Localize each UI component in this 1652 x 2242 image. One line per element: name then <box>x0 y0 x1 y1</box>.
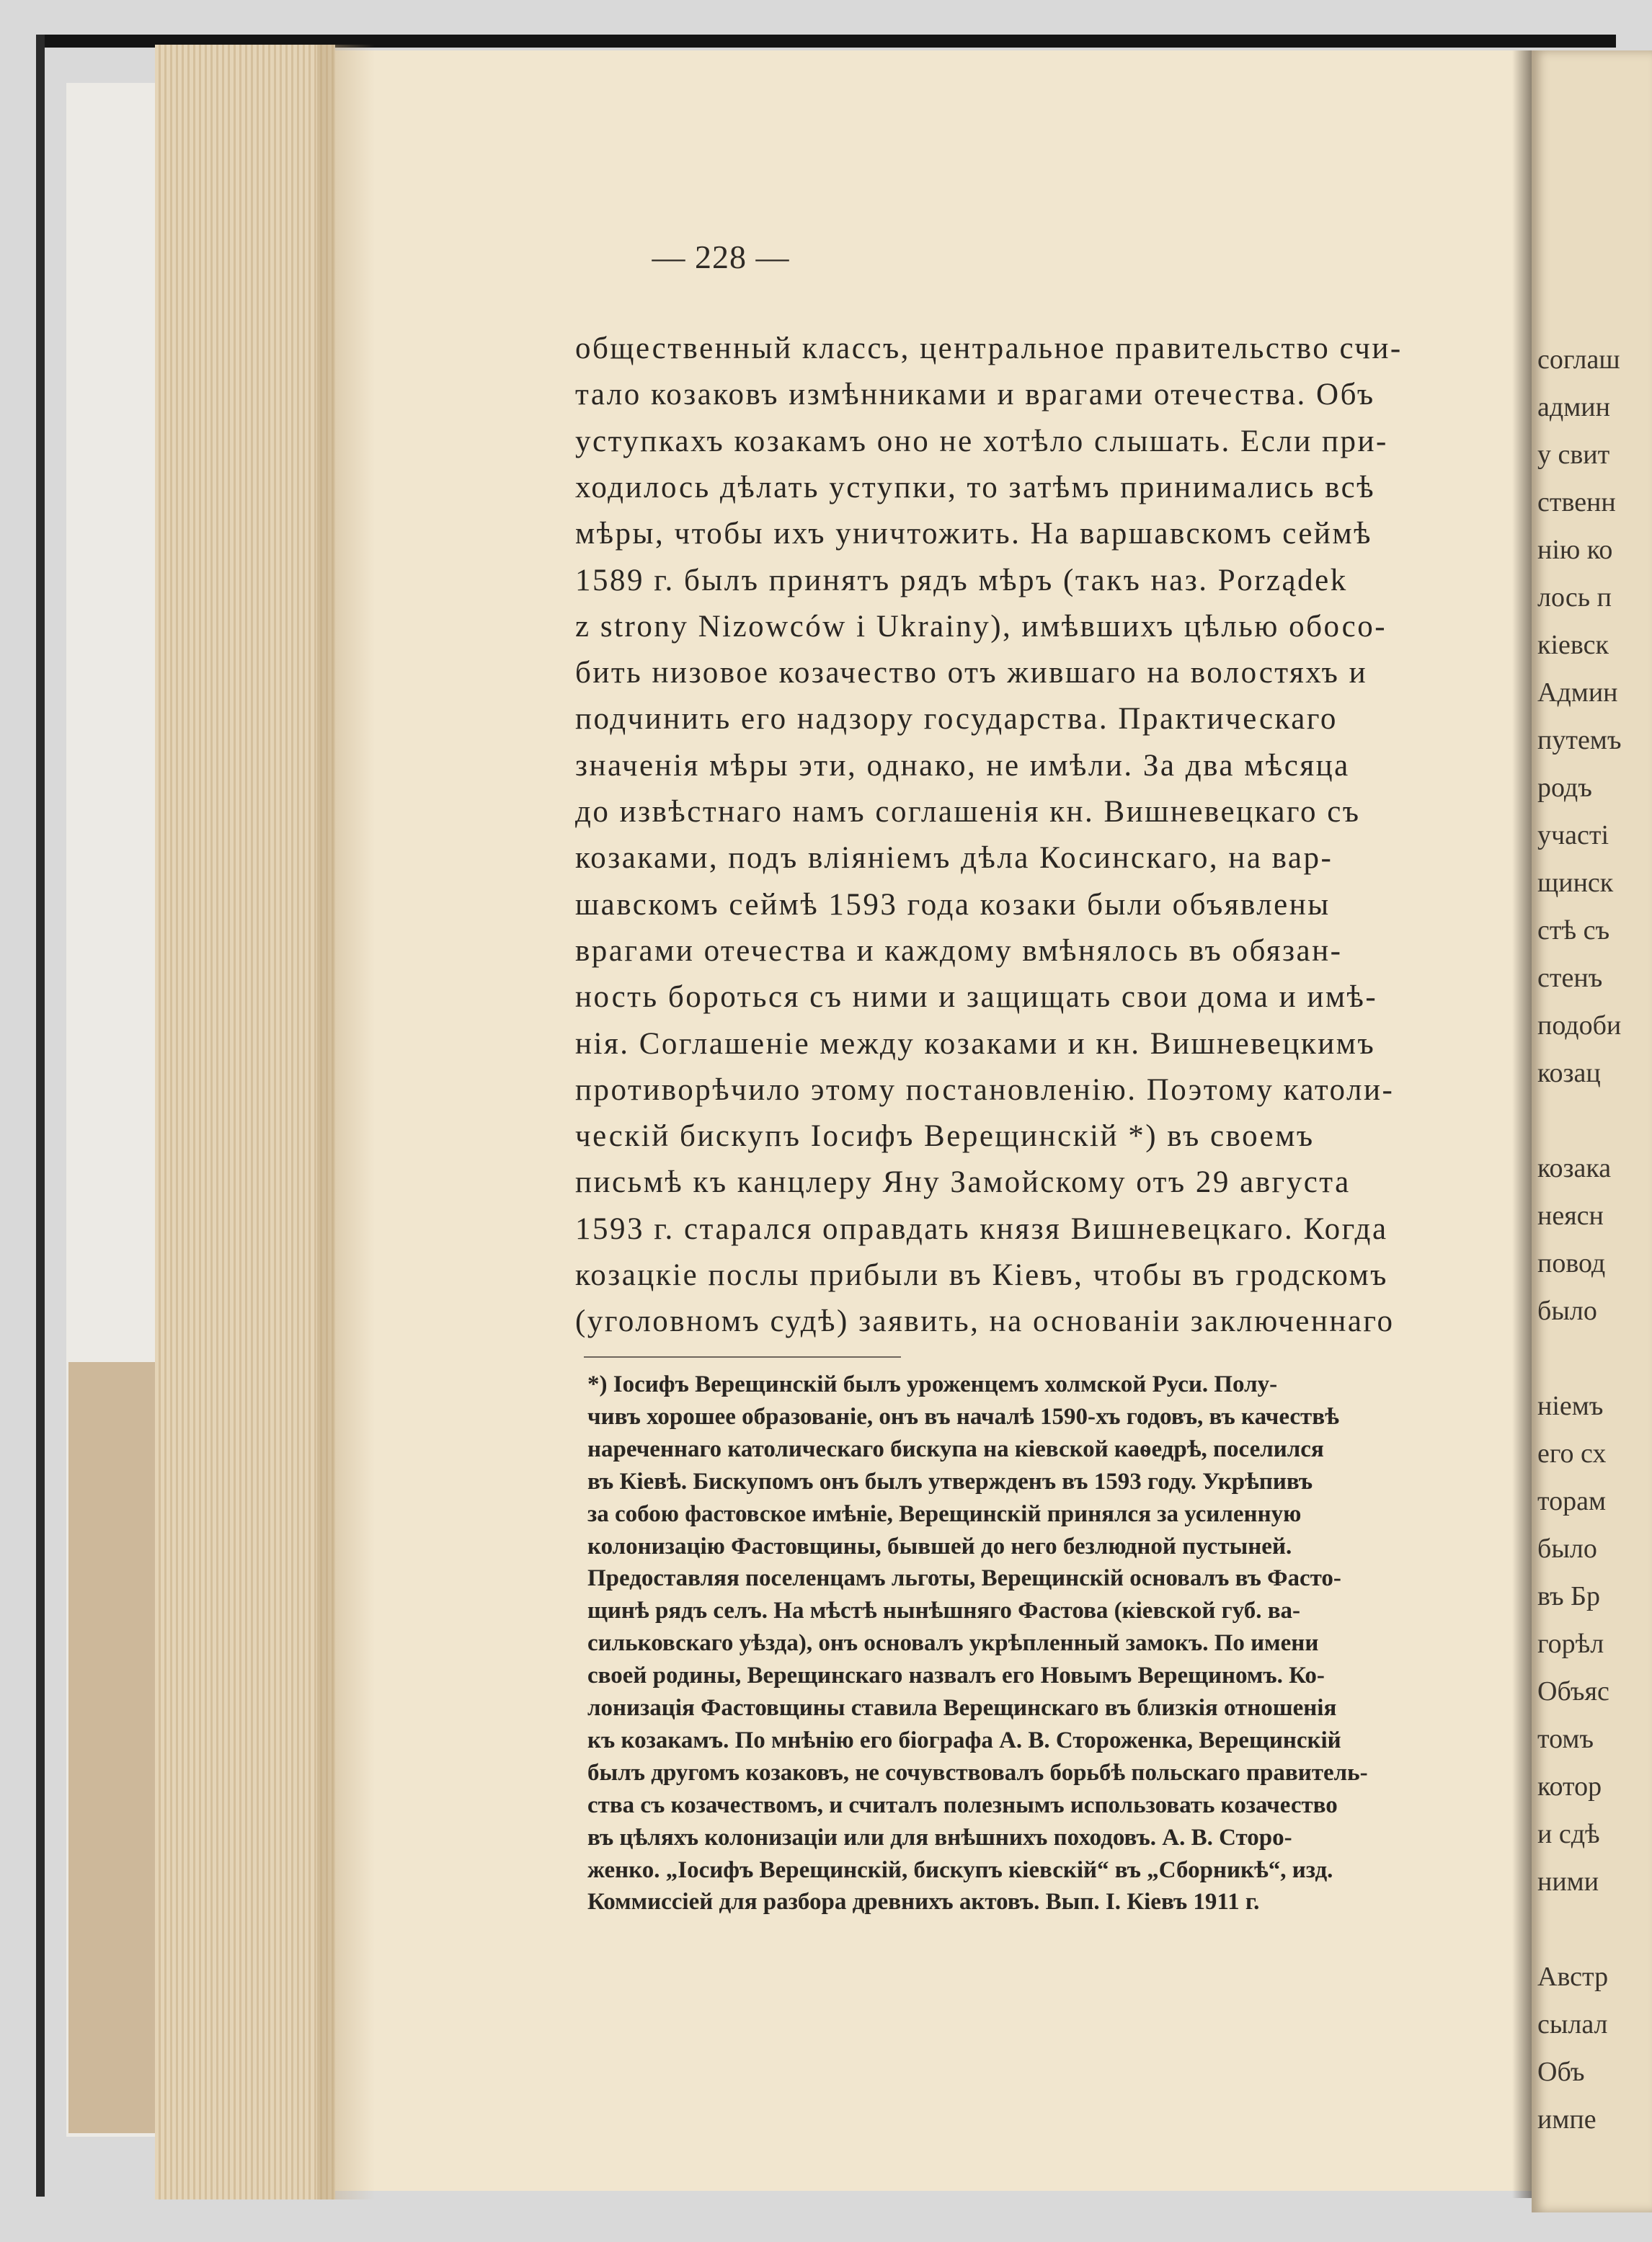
footnote-line: за собою фастовское имѣніе, Верещинскій принялся за усиленную <box>587 1500 1302 1527</box>
body-line: 1589 г. былъ принятъ рядъ мѣръ (такъ наз. Porządek <box>575 563 1348 597</box>
footnote-line: въ цѣляхъ колонизаціи или для внѣшнихъ походовъ. А. В. Сторо- <box>587 1824 1292 1851</box>
right-page-line: Объяс <box>1537 1676 1609 1707</box>
body-line: ность бороться съ ними и защищать свои дома и имѣ- <box>575 980 1378 1015</box>
body-line: до извѣстнаго намъ соглашенія кн. Вишневецкаго съ <box>575 795 1361 829</box>
right-page-line: Объ <box>1537 2057 1585 2087</box>
right-page-line: щинск <box>1537 868 1614 898</box>
right-page-line: козац <box>1537 1058 1601 1088</box>
scanner-left-edge <box>36 35 45 2197</box>
footnote-line: былъ другомъ козаковъ, не сочувствовалъ борьбѣ польскаго правитель- <box>587 1759 1368 1786</box>
right-page-line: Австр <box>1537 1962 1609 1992</box>
body-line: (уголовномъ судѣ) заявить, на основаніи заключеннаго <box>575 1304 1395 1339</box>
body-line: шавскомъ сеймѣ 1593 года козаки были объявлены <box>575 887 1331 922</box>
right-page-line: повод <box>1537 1248 1606 1278</box>
right-page-line: козака <box>1537 1153 1612 1183</box>
body-line: врагами отечества и каждому вмѣнялось въ обязан- <box>575 933 1343 968</box>
right-page-line: Админ <box>1537 677 1618 708</box>
right-page-line: ственн <box>1537 487 1616 517</box>
book-cover-strip <box>68 1362 162 2133</box>
right-page-line: котор <box>1537 1771 1602 1802</box>
right-page <box>1532 50 1652 2212</box>
body-line: бить низовое козачество отъ жившаго на волостяхъ и <box>575 656 1368 690</box>
footnote-line: щинѣ рядъ селъ. На мѣстѣ нынѣшняго Фастова (кіевской губ. ва- <box>587 1598 1301 1624</box>
footnote-line: *) Іосифъ Верещинскій былъ уроженцемъ холмской Руси. Полу- <box>587 1371 1278 1397</box>
body-line: 1593 г. старался оправдать князя Вишневецкаго. Когда <box>575 1211 1388 1246</box>
footnote-line: въ Кіевѣ. Бискупомъ онъ былъ утвержденъ въ 1593 году. Укрѣпивъ <box>587 1468 1313 1495</box>
footnote-line: колонизацію Фастовщины, бывшей до него безлюдной пустыней. <box>587 1533 1292 1560</box>
footnote-line: лонизація Фастовщины ставила Верещинскаго въ близкія отношенія <box>587 1695 1337 1721</box>
right-page-line: родъ <box>1537 773 1592 803</box>
right-page-line: участі <box>1537 820 1609 850</box>
page-shadow <box>317 45 375 2199</box>
right-page-line: въ Бр <box>1537 1581 1600 1611</box>
right-page-line: соглаш <box>1537 344 1620 375</box>
body-line: мѣры, чтобы ихъ уничтожить. На варшавскомъ сеймѣ <box>575 517 1372 551</box>
body-line: значенія мѣры эти, однако, не имѣли. За два мѣсяца <box>575 748 1350 783</box>
body-line: противорѣчило этому постановленію. Поэтому католи- <box>575 1072 1395 1107</box>
right-page-line: путемъ <box>1537 725 1622 755</box>
body-line: подчинить его надзору государства. Практическаго <box>575 702 1338 737</box>
right-page-line: админ <box>1537 392 1610 422</box>
right-page-line: ніемъ <box>1537 1391 1604 1421</box>
right-page-line: торам <box>1537 1486 1607 1516</box>
body-line: козацкіе послы прибыли въ Кіевъ, чтобы въ гродскомъ <box>575 1258 1388 1292</box>
right-page-line: кіевск <box>1537 630 1609 660</box>
body-line: общественный классъ, центральное правительство счи- <box>575 332 1403 365</box>
body-line: ческій бискупъ Іосифъ Верещинскій *) въ своемъ <box>575 1119 1315 1154</box>
right-page-line: было <box>1537 1296 1597 1326</box>
right-page-line: у свит <box>1537 440 1610 470</box>
page-number: — 228 — <box>652 239 790 275</box>
book-page-edges <box>155 45 335 2199</box>
right-page-line: стенъ <box>1537 963 1603 993</box>
right-page-line: неясн <box>1537 1201 1604 1231</box>
right-page-line: стѣ съ <box>1537 915 1610 946</box>
right-page-line: нію ко <box>1537 535 1613 565</box>
right-page-line: подоби <box>1537 1010 1622 1041</box>
footnote-line: нареченнаго католическаго бискупа на кіевской каѳедрѣ, поселился <box>587 1436 1324 1462</box>
body-line: z strony Nizowców i Ukrainy), имѣвшихъ цѣлью обосо- <box>575 609 1387 644</box>
footnote-rule <box>584 1356 901 1358</box>
footnote-line: Предоставляя поселенцамъ льготы, Верещинскій основалъ въ Фасто- <box>587 1565 1341 1592</box>
right-page-line: томъ <box>1537 1724 1594 1754</box>
body-line: нія. Соглашеніе между козаками и кн. Вишневецкимъ <box>575 1026 1376 1061</box>
footnote-line: сильковскаго уѣзда), онъ основалъ укрѣпленный замокъ. По имени <box>587 1630 1319 1657</box>
footnote-line: къ козакамъ. По мнѣнію его біографа А. В. Стороженка, Верещинскій <box>587 1727 1341 1753</box>
body-line: козаками, подъ вліяніемъ дѣла Косинскаго, на вар- <box>575 841 1333 876</box>
footnote-line: Коммиссіей для разбора древнихъ актовъ. Вып. I. Кіевъ 1911 г. <box>587 1889 1260 1916</box>
footnote-line: женко. „Іосифъ Верещинскій, бискупъ кіевскій“ въ „Сборникѣ“, изд. <box>587 1856 1333 1883</box>
right-page-line: импе <box>1537 2104 1597 2135</box>
body-line: тало козаковъ измѣнниками и врагами отечества. Объ <box>575 378 1375 412</box>
footnote-line: своей родины, Верещинскаго назвалъ его Новымъ Верещиномъ. Ко- <box>587 1663 1325 1689</box>
right-page-line: его сх <box>1537 1438 1607 1469</box>
body-line: ходилось дѣлать уступки, то затѣмъ принимались всѣ <box>575 470 1376 504</box>
right-page-line: и сдѣ <box>1537 1819 1600 1849</box>
body-line: письмѣ къ канцлеру Яну Замойскому отъ 29 августа <box>575 1165 1351 1200</box>
right-page-line: ними <box>1537 1867 1599 1897</box>
footnote-line: ства съ козачествомъ, и считалъ полезнымъ использовать козачество <box>587 1792 1338 1818</box>
body-line: уступкахъ козакамъ оно не хотѣло слышать. Если при- <box>575 424 1388 458</box>
right-page-line: было <box>1537 1534 1597 1564</box>
right-page-line: горѣл <box>1537 1629 1604 1659</box>
footnote-line: чивъ хорошее образованіе, онъ въ началѣ 1590-хъ годовъ, въ качествѣ <box>587 1403 1339 1430</box>
right-page-line: сылал <box>1537 2009 1608 2039</box>
right-page-line: лось п <box>1537 582 1612 613</box>
